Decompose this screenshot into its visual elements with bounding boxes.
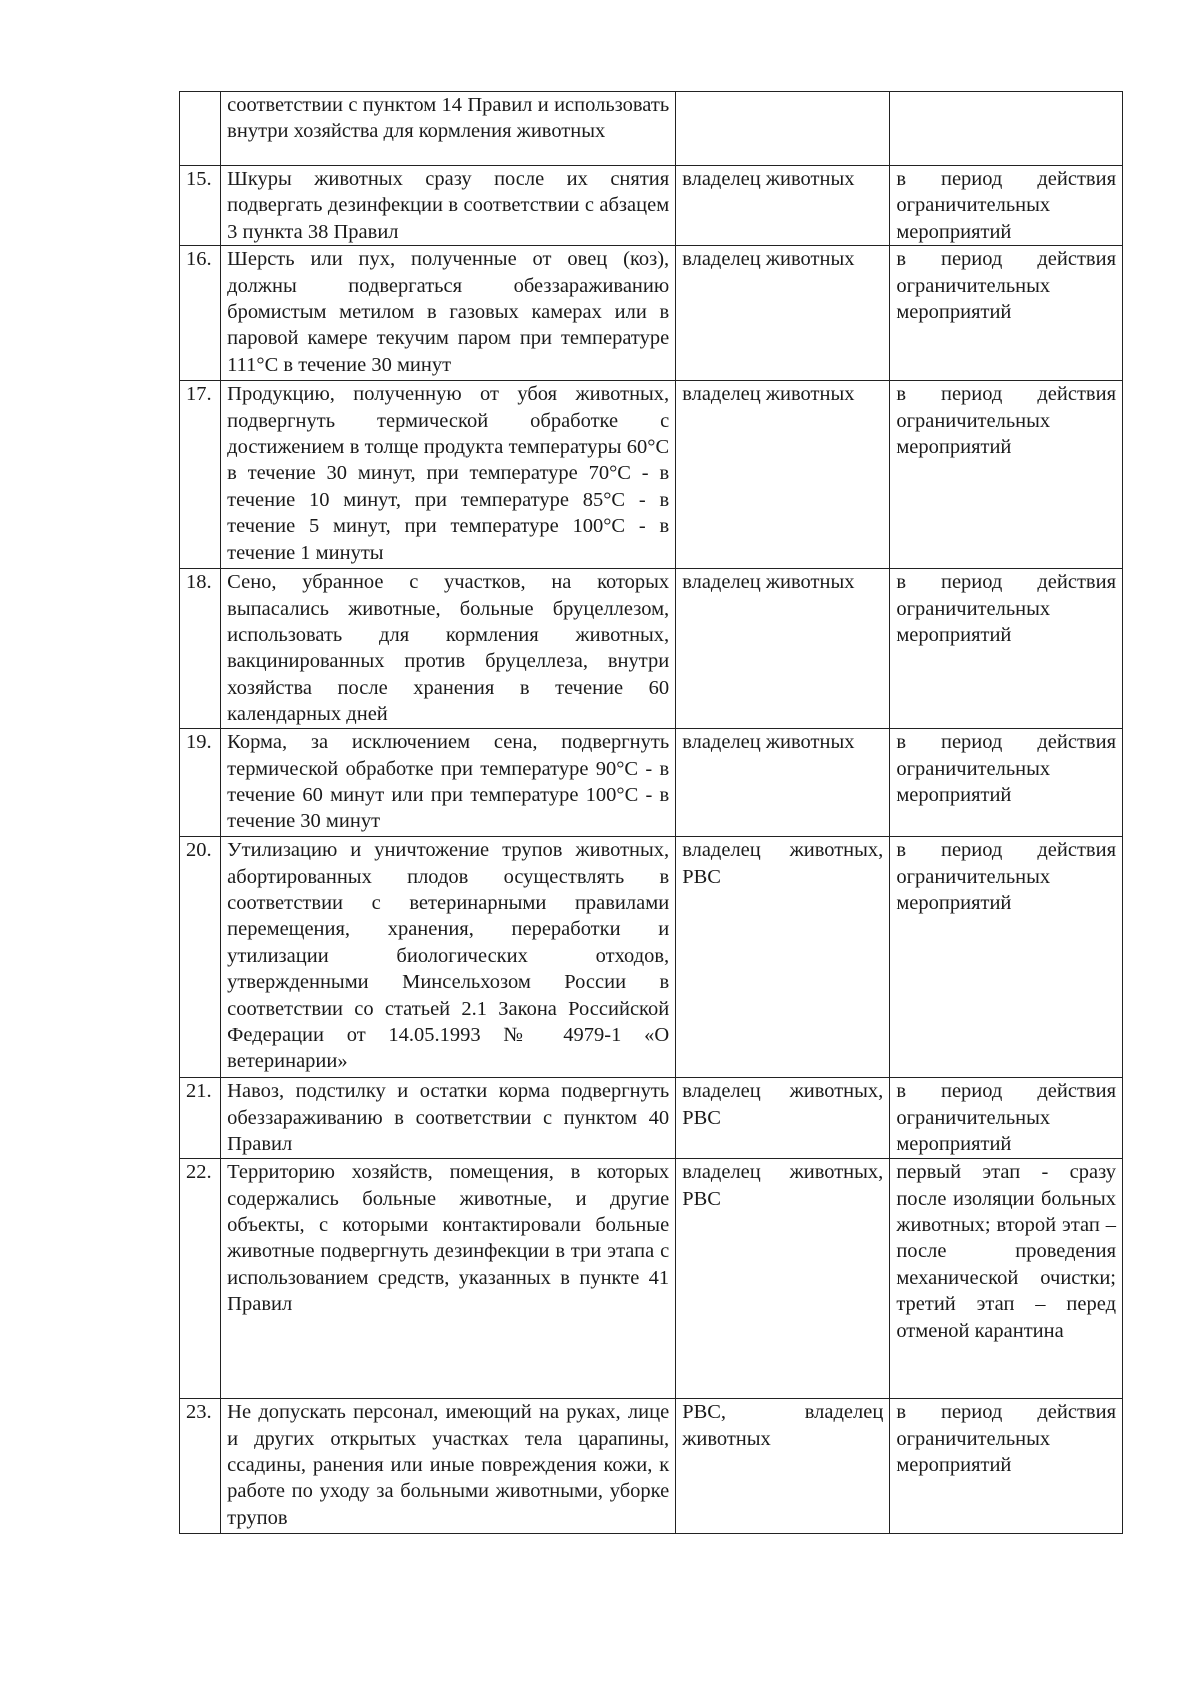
table-row — [180, 729, 1123, 837]
table-row — [180, 1078, 1123, 1159]
table-row — [180, 92, 1123, 166]
row-number: 19. — [180, 729, 221, 837]
timing — [890, 92, 1123, 166]
responsible-party: РВС, владелец животных — [676, 1399, 890, 1534]
table-row — [180, 1399, 1123, 1534]
measure-text: Шерсть или пух, полученные от овец (коз), должны подвергаться обеззараживанию бромистым метилом в газовых камерах или в паровой камере текучим паром при температуре 111°С в течение 30 минут — [221, 246, 676, 381]
table-row — [180, 569, 1123, 729]
responsible-party: владелец животных, РВС — [676, 1078, 890, 1159]
table-row — [180, 837, 1123, 1078]
row-number: 22. — [180, 1159, 221, 1399]
measure-text: Навоз, подстилку и остатки корма подвергнуть обеззараживанию в соответствии с пунктом 40 Правил — [221, 1078, 676, 1159]
row-number: 23. — [180, 1399, 221, 1534]
row-number: 16. — [180, 246, 221, 381]
timing: в период действия ограничительных мероприятий — [890, 166, 1123, 246]
responsible-party: владелец животных — [676, 166, 890, 246]
responsible-party: владелец животных — [676, 246, 890, 381]
row-number: 15. — [180, 166, 221, 246]
table-row — [180, 246, 1123, 381]
measure-text: Утилизацию и уничтожение трупов животных, абортированных плодов осуществлять в соответствии с ветеринарными правилами перемещения, хранения, переработки и утилизации биологических отходов, утвержденными Минсельхозом России в соответствии со статьей 2.1 Закона Российской Федерации от 14.05.1993 № 4979-1 «О ветеринарии» — [221, 837, 676, 1078]
row-number — [180, 92, 221, 166]
responsible-party — [676, 92, 890, 166]
responsible-party: владелец животных — [676, 729, 890, 837]
table-row — [180, 1159, 1123, 1399]
timing: в период действия ограничительных мероприятий — [890, 569, 1123, 729]
measure-text: Продукцию, полученную от убоя животных, подвергнуть термической обработке с достижением в толще продукта температуры 60°С в течение 30 минут, при температуре 70°С - в течение 10 минут, при температуре 85°С - в течение 5 минут, при температуре 100°С - в течение 1 минуты — [221, 381, 676, 569]
timing: в период действия ограничительных мероприятий — [890, 837, 1123, 1078]
row-number: 20. — [180, 837, 221, 1078]
timing: в период действия ограничительных мероприятий — [890, 1078, 1123, 1159]
responsible-party: владелец животных, РВС — [676, 1159, 890, 1399]
timing: в период действия ограничительных мероприятий — [890, 381, 1123, 569]
measure-text: Шкуры животных сразу после их снятия подвергать дезинфекции в соответствии с абзацем 3 пункта 38 Правил — [221, 166, 676, 246]
row-number: 17. — [180, 381, 221, 569]
measure-text: Корма, за исключением сена, подвергнуть термической обработке при температуре 90°С - в течение 60 минут или при температуре 100°С - в течение 30 минут — [221, 729, 676, 837]
timing: в период действия ограничительных мероприятий — [890, 246, 1123, 381]
measure-text: Сено, убранное с участков, на которых выпасались животные, больные бруцеллезом, использовать для кормления животных, вакцинированных против бруцеллеза, внутри хозяйства после хранения в течение 60 календарных дней — [221, 569, 676, 729]
table-row — [180, 381, 1123, 569]
responsible-party: владелец животных, РВС — [676, 837, 890, 1078]
row-number: 21. — [180, 1078, 221, 1159]
timing: в период действия ограничительных мероприятий — [890, 1399, 1123, 1534]
row-number: 18. — [180, 569, 221, 729]
measure-text: Не допускать персонал, имеющий на руках, лице и других открытых участках тела царапины, ссадины, ранения или иные повреждения кожи, к работе по уходу за больными животными, уборке трупов — [221, 1399, 676, 1534]
table-row — [180, 166, 1123, 246]
measures-table — [179, 91, 1123, 1534]
responsible-party: владелец животных — [676, 569, 890, 729]
responsible-party: владелец животных — [676, 381, 890, 569]
measure-text: Территорию хозяйств, помещения, в которых содержались больные животные, и другие объекты, с которыми контактировали больные животные подвергнуть дезинфекции в три этапа с использованием средств, указанных в пункте 41 Правил — [221, 1159, 676, 1399]
timing: первый этап - сразу после изоляции больных животных; второй этап – после проведения механической очистки; третий этап – перед отменой карантина — [890, 1159, 1123, 1399]
measure-text: соответствии с пунктом 14 Правил и использовать внутри хозяйства для кормления животных — [221, 92, 676, 166]
timing: в период действия ограничительных мероприятий — [890, 729, 1123, 837]
